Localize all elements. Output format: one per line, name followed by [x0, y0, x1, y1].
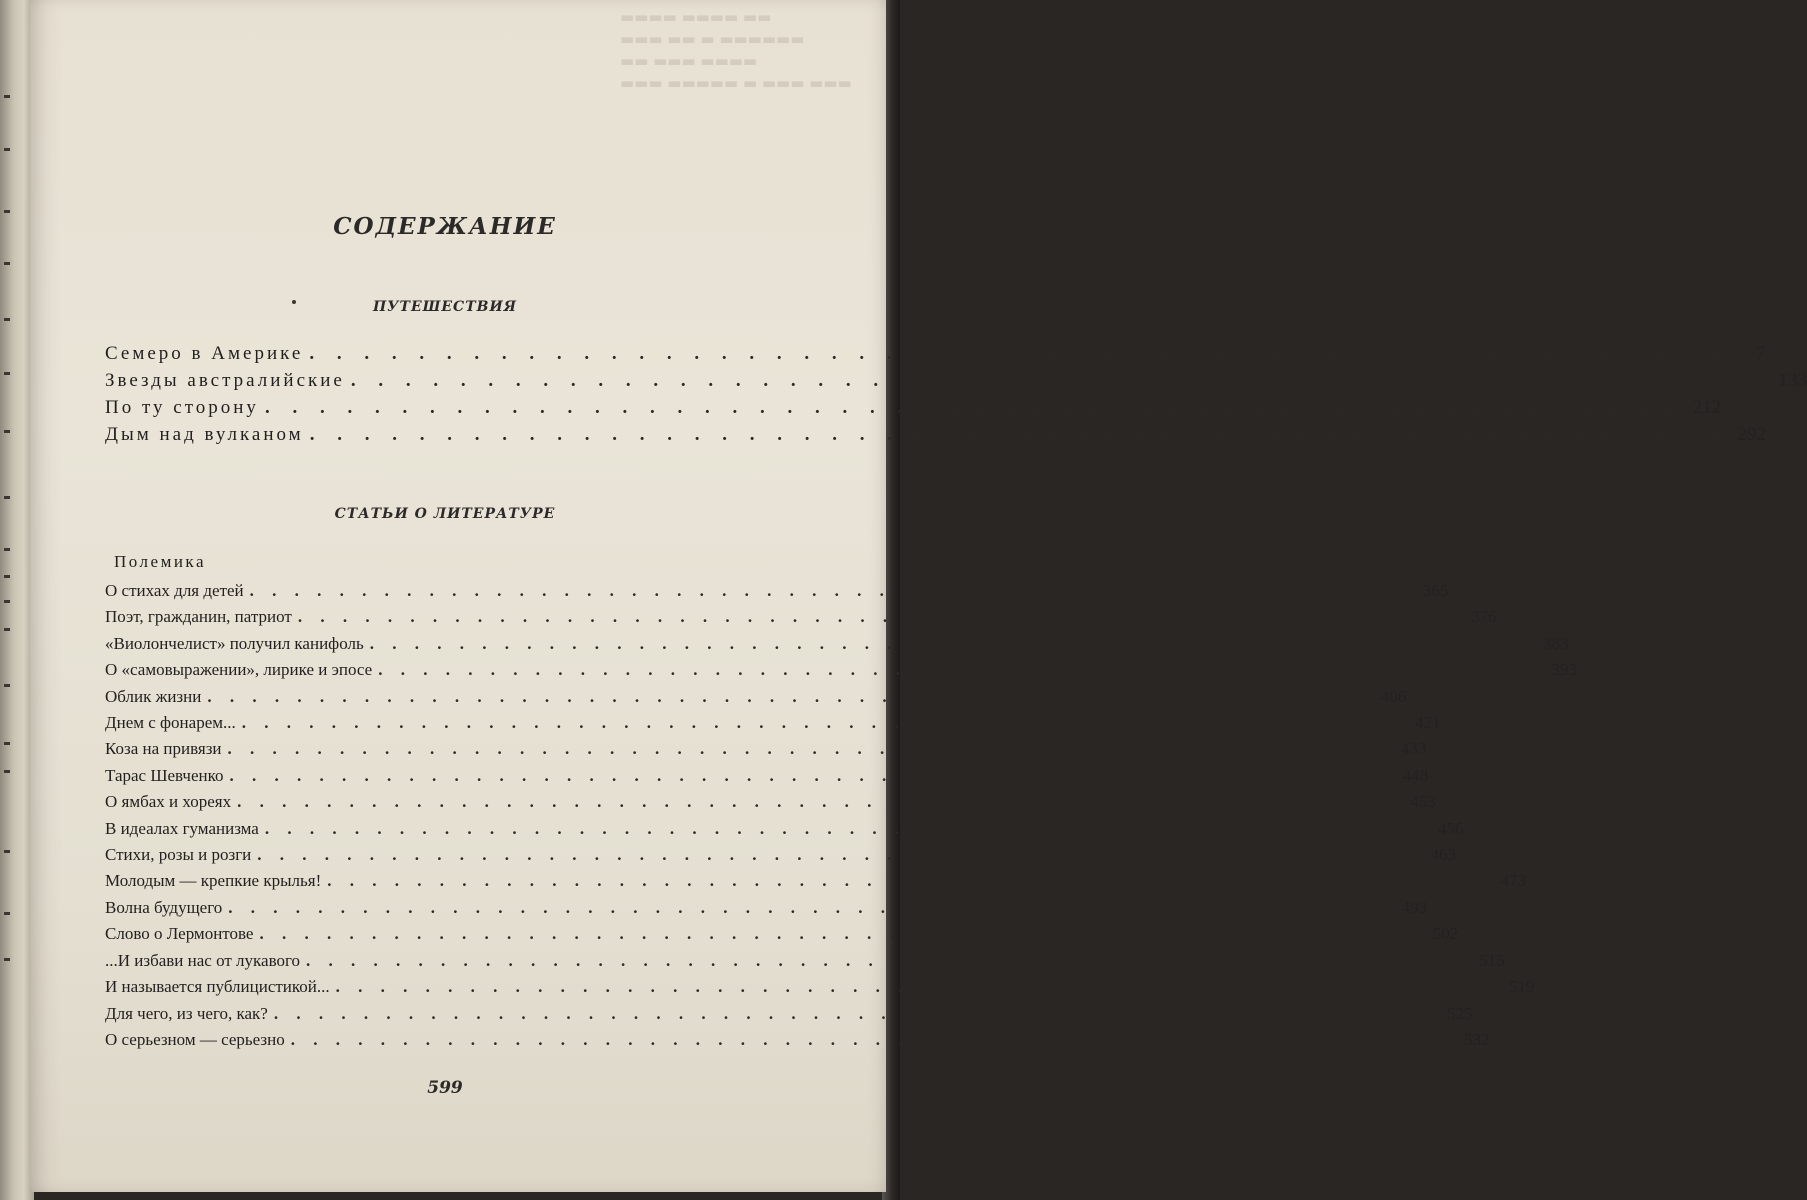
adjacent-page-mark: [4, 575, 10, 578]
toc-entry: [105, 895, 1428, 921]
adjacent-page-mark: [4, 148, 10, 151]
bleed-through-text: ▬▬▬▬ ▬▬▬▬ ▬▬ ▬▬▬ ▬▬ ▬ ▬▬▬▬▬▬ ▬▬ ▬▬▬ ▬▬▬▬ ▬▬▬ ▬▬▬▬▬ ▬ ▬▬▬ ▬▬▬: [620, 8, 852, 92]
entry-title: О ямбах и хореях: [105, 792, 232, 812]
dot-leader: . . . . . . . . . . . . . . . . . . . . . . . . . . . . . . . . . . . . . . . . . . . . . . . . . . . .: [229, 765, 1389, 785]
toc-entry: [105, 1027, 1490, 1053]
toc-entry: [105, 684, 1407, 710]
toc-entry: [105, 948, 1505, 974]
travel-entries: [105, 340, 1807, 448]
adjacent-page-mark: [4, 850, 10, 853]
entry-page-number: 493: [1401, 897, 1428, 917]
entry-title: Звезды австралийские: [105, 370, 345, 391]
toc-entry: [105, 763, 1429, 789]
dot-leader: . . . . . . . . . . . . . . . . . . . . . . . . . . . . . . . . . . . . . . . . . . . . . . . . . . . .: [309, 343, 1726, 364]
entry-page-number: 393: [1551, 660, 1577, 680]
entry-page-number: 463: [1430, 845, 1457, 865]
entry-title: Днем с фонарем...: [105, 713, 236, 733]
entry-title: В идеалах гуманизма: [105, 818, 259, 838]
section-title-articles: СТАТЬИ О ЛИТЕРАТУРЕ: [334, 506, 556, 522]
toc-entry: [105, 657, 1577, 683]
adjacent-page-mark: [4, 95, 10, 98]
dot-leader: . . . . . . . . . . . . . . . . . . . . . . . . . . . . . . . . . . . . . . . . . . . . . . . . . . . .: [290, 1029, 1450, 1049]
adjacent-page-mark: [4, 430, 10, 433]
entry-page-number: 292: [1737, 424, 1766, 445]
entry-page-number: 406: [1380, 686, 1407, 706]
adjacent-page-mark: [4, 958, 10, 961]
entry-page-number: 456: [1438, 818, 1464, 838]
toc-entry: [105, 789, 1436, 815]
entry-page-number: 433: [1400, 739, 1427, 759]
entry-page-number: 7: [1756, 343, 1766, 364]
entry-title: Молодым — крепкие крылья!: [105, 871, 322, 891]
entry-page-number: 502: [1432, 924, 1459, 944]
toc-entry: [105, 736, 1427, 762]
dot-leader: . . . . . . . . . . . . . . . . . . . . . . . . . . . . . . . . . . . . . . . . . . . . . . . . . . . .: [249, 581, 1409, 600]
toc-entry: [105, 816, 1464, 842]
adjacent-page-mark: [4, 372, 10, 375]
entry-page-number: 525: [1447, 1003, 1473, 1023]
toc-entry: [105, 367, 1807, 394]
entry-title: Для чего, из чего, как?: [105, 1003, 268, 1023]
entry-title: О «самовыражении», лирике и эпосе: [105, 660, 373, 680]
entry-title: О стихах для детей: [105, 581, 244, 600]
entry-title: И называется публицистикой...: [105, 977, 330, 997]
adjacent-page-mark: [4, 770, 10, 773]
book-page: [30, 0, 1807, 1192]
entry-page-number: 453: [1410, 792, 1436, 812]
page-number: 599: [427, 1078, 463, 1098]
dot-leader: . . . . . . . . . . . . . . . . . . . . . . . . . . . . . . . . . . . . . . . . . . . . . . . . . . . .: [369, 633, 1529, 653]
toc-entry: [105, 631, 1569, 657]
entry-page-number: 515: [1479, 950, 1505, 970]
adjacent-page-mark: [4, 210, 10, 213]
adjacent-page-mark: [4, 318, 10, 321]
dot-leader: . . . . . . . . . . . . . . . . . . . . . . . . . . . . . . . . . . . . . . . . . . . . . . . . . . . .: [335, 977, 1495, 997]
toc-entry: [105, 842, 1457, 868]
entry-page-number: 519: [1508, 977, 1535, 997]
adjacent-page-mark: [4, 262, 10, 265]
adjacent-page-edge: [0, 0, 34, 1200]
toc-entry: [105, 604, 1497, 630]
toc-entry: [105, 394, 1722, 421]
adjacent-page-mark: [4, 742, 10, 745]
entry-page-number: 532: [1463, 1029, 1490, 1049]
adjacent-page-mark: [4, 912, 10, 915]
dot-leader: . . . . . . . . . . . . . . . . . . . . . . . . . . . . . . . . . . . . . . . . . . . . . . . . . . . .: [241, 713, 1401, 733]
toc-entry: [105, 710, 1441, 736]
entry-title: «Виолончелист» получил канифоль: [105, 633, 364, 653]
toc-entry: [105, 974, 1535, 1000]
entry-title: Слово о Лермонтове: [105, 924, 254, 944]
adjacent-page-mark: [4, 548, 10, 551]
entry-page-number: 365: [1422, 581, 1449, 600]
entry-page-number: 473: [1500, 871, 1526, 891]
entry-page-number: 376: [1471, 607, 1497, 627]
entry-page-number: 212: [1692, 397, 1722, 418]
toc-entry: [105, 868, 1526, 894]
dot-leader: . . . . . . . . . . . . . . . . . . . . . . . . . . . . . . . . . . . . . . . . . . . . . . . . . . . .: [228, 897, 1388, 917]
dot-leader: . . . . . . . . . . . . . . . . . . . . . . . . . . . . . . . . . . . . . . . . . . . . . . . . . . . .: [207, 686, 1367, 706]
dot-leader: . . . . . . . . . . . . . . . . . . . . . . . . . . . . . . . . . . . . . . . . . . . . . . . . . . . .: [350, 370, 1768, 391]
entry-title: Волна будущего: [105, 897, 223, 917]
entry-title: Коза на привязи: [105, 739, 222, 759]
section-title-travel: ПУТЕШЕСТВИЯ: [372, 299, 518, 315]
dot-leader: . . . . . . . . . . . . . . . . . . . . . . . . . . . . . . . . . . . . . . . . . . . . . . . . . . . .: [306, 950, 1465, 970]
entry-title: Поэт, гражданин, патриот: [105, 607, 292, 627]
dot-leader: . . . . . . . . . . . . . . . . . . . . . . . . . . . . . . . . . . . . . . . . . . . . . . . . . . . .: [227, 739, 1387, 759]
dot-leader: . . . . . . . . . . . . . . . . . . . . . . . . . . . . . . . . . . . . . . . . . . . . . . . . . . . .: [259, 924, 1419, 944]
adjacent-page-mark: [4, 684, 10, 687]
dot-leader: . . . . . . . . . . . . . . . . . . . . . . . . . . . . . . . . . . . . . . . . . . . . . . . . . . . .: [273, 1003, 1433, 1023]
entry-page-number: 421: [1415, 713, 1441, 733]
contents-heading: СОДЕРЖАНИЕ: [333, 213, 557, 240]
dot-leader: . . . . . . . . . . . . . . . . . . . . . . . . . . . . . . . . . . . . . . . . . . . . . . . . . . . .: [378, 660, 1537, 680]
entry-title: Семеро в Америке: [105, 343, 304, 364]
entry-title: ...И избави нас от лукавого: [105, 950, 301, 970]
entry-page-number: 133: [1778, 370, 1807, 391]
adjacent-page-mark: [4, 600, 10, 603]
dot-leader: . . . . . . . . . . . . . . . . . . . . . . . . . . . . . . . . . . . . . . . . . . . . . . . . . . . .: [264, 397, 1682, 418]
dot-leader: . . . . . . . . . . . . . . . . . . . . . . . . . . . . . . . . . . . . . . . . . . . . . . . . . . . .: [327, 871, 1486, 891]
article-entries: [105, 578, 1577, 1053]
toc-entry: [105, 578, 1449, 604]
toc-entry: [105, 1001, 1473, 1027]
dot-leader: . . . . . . . . . . . . . . . . . . . . . . . . . . . . . . . . . . . . . . . . . . . . . . . . . . . .: [257, 845, 1417, 865]
entry-title: Тарас Шевченко: [105, 765, 224, 785]
entry-title: Облик жизни: [105, 686, 202, 706]
dot-leader: . . . . . . . . . . . . . . . . . . . . . . . . . . . . . . . . . . . . . . . . . . . . . . . . . . . .: [237, 792, 1396, 812]
entry-title: О серьезном — серьезно: [105, 1029, 285, 1049]
entry-title: Дым над вулканом: [105, 424, 304, 445]
toc-entry: [105, 921, 1459, 947]
entry-title: По ту сторону: [105, 397, 259, 418]
entry-title: Стихи, розы и розги: [105, 845, 252, 865]
dot-leader: . . . . . . . . . . . . . . . . . . . . . . . . . . . . . . . . . . . . . . . . . . . . . . . . . . . .: [264, 818, 1424, 838]
subsection-title: Полемика: [114, 552, 206, 571]
dot-leader: . . . . . . . . . . . . . . . . . . . . . . . . . . . . . . . . . . . . . . . . . . . . . . . . . . . .: [309, 424, 1726, 445]
adjacent-page-mark: [4, 496, 10, 499]
toc-entry: [105, 421, 1766, 448]
dot-leader: . . . . . . . . . . . . . . . . . . . . . . . . . . . . . . . . . . . . . . . . . . . . . . . . . . . .: [297, 607, 1457, 627]
toc-entry: [105, 340, 1766, 367]
entry-page-number: 383: [1542, 633, 1569, 653]
entry-page-number: 448: [1402, 765, 1429, 785]
adjacent-page-mark: [4, 628, 10, 631]
